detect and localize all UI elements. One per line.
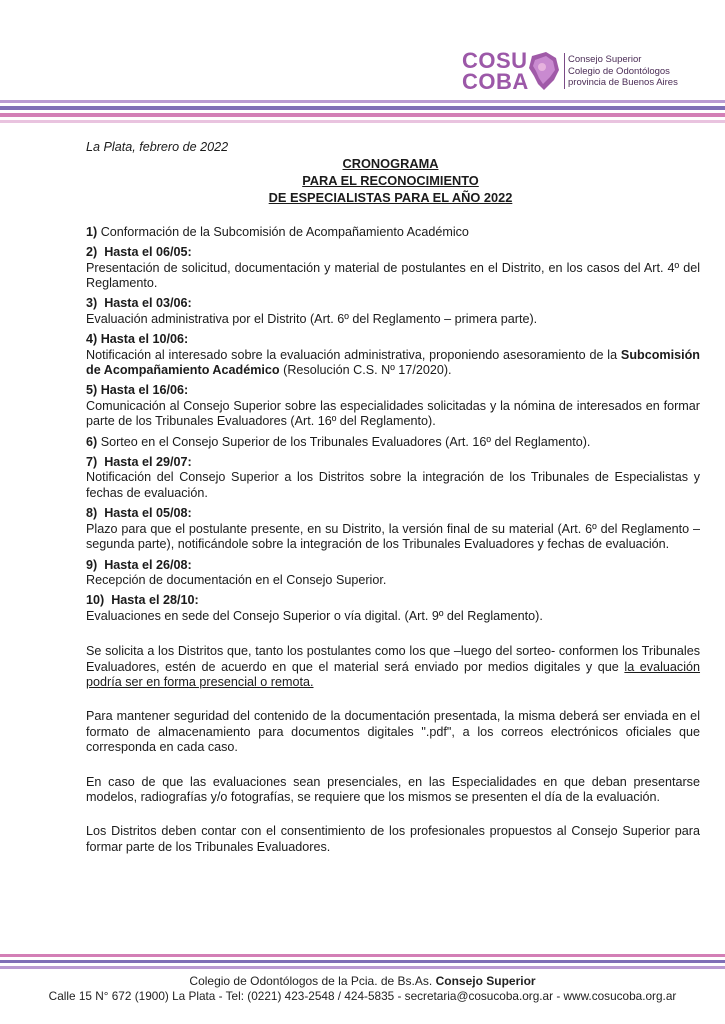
schedule-item-10 <box>86 593 700 624</box>
item-text: Notificación del Consejo Superior a los Distritos sobre la integración de los Tribunales de Especialistas y fechas de evaluación. <box>86 470 700 500</box>
item-number: 2) <box>86 245 98 260</box>
logo-org-name <box>568 54 678 89</box>
item-text: Presentación de solicitud, documentación y material de postulantes en el Distrito, en los casos del Art. 4º del Reglamento. <box>86 260 700 291</box>
page-footer <box>0 974 725 1004</box>
item-heading: Hasta el 26/08: <box>104 557 192 572</box>
title-line: CRONOGRAMA <box>342 156 439 172</box>
item-heading: Hasta el 03/06: <box>104 296 192 311</box>
item-heading: Hasta el 06/05: <box>104 245 192 260</box>
item-text: Evaluaciones en sede del Consejo Superior o vía digital. (Art. 9º del Reglamento). <box>86 608 543 623</box>
schedule-item-3 <box>86 296 700 327</box>
schedule-item-6 <box>86 435 700 450</box>
item-heading: Hasta el 10/06: <box>100 332 189 347</box>
paragraph-pdf-format: Para mantener seguridad del contenido de la documentación presentada, la misma deberá ser enviada en el formato de almacenamiento para documentos digitales ".pdf", a los correos electrónicos oficiales que corresponda en cada caso. <box>86 709 700 755</box>
logo-wordmark-line1: COSU <box>462 48 528 73</box>
stripe <box>0 120 725 123</box>
item-text: Comunicación al Consejo Superior sobre las especialidades solicitadas y la nómina de interesados en formar parte de los Tribunales Evaluadores (Art. 16º del Reglamento). <box>86 398 700 429</box>
schedule-item-5 <box>86 383 700 429</box>
item-number: 8) <box>86 506 98 521</box>
schedule-item-8 <box>86 506 700 552</box>
item-heading: Hasta el 29/07: <box>104 455 192 470</box>
org-name-line2: Colegio de Odontólogos <box>568 65 670 77</box>
item-number: 6) <box>86 434 98 449</box>
org-name-line1: Consejo Superior <box>568 54 642 65</box>
place-date: La Plata, febrero de 2022 <box>86 140 229 154</box>
item-number: 9) <box>86 557 98 572</box>
item-number: 4) <box>86 332 98 347</box>
document-body <box>86 140 700 855</box>
footer-line-2: Calle 15 N° 672 (1900) La Plata - Tel: (0221) 423-2548 / 424-5835 - secretaria@cosucoba.org.ar - www.cosucoba.org.ar <box>48 989 677 1003</box>
province-map-icon <box>526 50 562 92</box>
item-text: Recepción de documentación en el Consejo Superior. <box>86 572 387 587</box>
org-name-line3: provincia de Buenos Aires <box>568 77 678 88</box>
item-number: 1) <box>86 224 98 239</box>
item-number: 10) <box>86 593 105 608</box>
logo-wordmark-line2: COBA <box>462 69 529 94</box>
stripe <box>0 966 725 969</box>
organization-logo <box>462 50 702 98</box>
schedule-item-7 <box>86 455 700 501</box>
footer-stripes <box>0 954 725 969</box>
schedule-item-4 <box>86 332 700 378</box>
paragraph-consent: Los Distritos deben contar con el consentimiento de los profesionales propuestos al Consejo Superior para formar parte de los Tribunales Evaluadores. <box>86 824 700 854</box>
header-stripes <box>0 100 725 123</box>
item-text: Conformación de la Subcomisión de Acompañamiento Académico <box>100 224 469 239</box>
paragraph-digital-submission: Se solicita a los Distritos que, tanto los postulantes como los que –luego del sorteo- conformen los Tribunales Evaluadores, estén de acuerdo en que el material será enviado por medios digitales y que la evaluación podría ser en forma presencial o remota. <box>86 644 701 689</box>
item-heading: Hasta el 28/10: <box>111 593 199 608</box>
footer-org: Consejo Superior <box>435 974 536 988</box>
paragraph-in-person: En caso de que las evaluaciones sean presenciales, en las Especialidades en que deban presentarse modelos, radiografías y/o fotografías, se requiere que los mismos se presenten el día de la evaluación. <box>86 774 700 804</box>
item-heading: Hasta el 05/08: <box>104 506 192 521</box>
item-text: Plazo para que el postulante presente, en su Distrito, la versión final de su material (Art. 6º del Reglamento – segunda parte), notificándole sobre la integración de los Tribunales Evaluadores y fechas de evaluación. <box>86 521 700 552</box>
item-text: Evaluación administrativa por el Distrito (Art. 6º del Reglamento – primera parte). <box>86 311 538 326</box>
schedule-item-9 <box>86 558 700 589</box>
item-number: 5) <box>86 383 98 398</box>
item-number: 3) <box>86 296 98 311</box>
underlined-note: la evaluación podría ser en forma presencial o remota. <box>86 659 701 689</box>
subcommission-name: Subcomisión de Acompañamiento Académico <box>86 347 700 378</box>
title-line: PARA EL RECONOCIMIENTO <box>302 173 479 189</box>
title-line: DE ESPECIALISTAS PARA EL AÑO 2022 <box>268 190 513 205</box>
logo-divider <box>564 53 565 89</box>
item-number: 7) <box>86 455 98 470</box>
item-heading: Hasta el 16/06: <box>100 383 189 398</box>
schedule-item-2 <box>86 245 700 291</box>
document-title <box>86 157 700 205</box>
item-text: Sorteo en el Consejo Superior de los Tribunales Evaluadores (Art. 16º del Reglamento). <box>100 434 591 449</box>
item-text: Notificación al interesado sobre la evaluación administrativa, proponiendo asesoramiento de la Subcomisión de Acompañamiento Académico (Resolución C.S. Nº 17/2020). <box>86 347 700 378</box>
footer-line-1: Colegio de Odontólogos de la Pcia. de Bs.As. Consejo Superior <box>189 974 536 988</box>
schedule-item-1 <box>86 225 700 240</box>
